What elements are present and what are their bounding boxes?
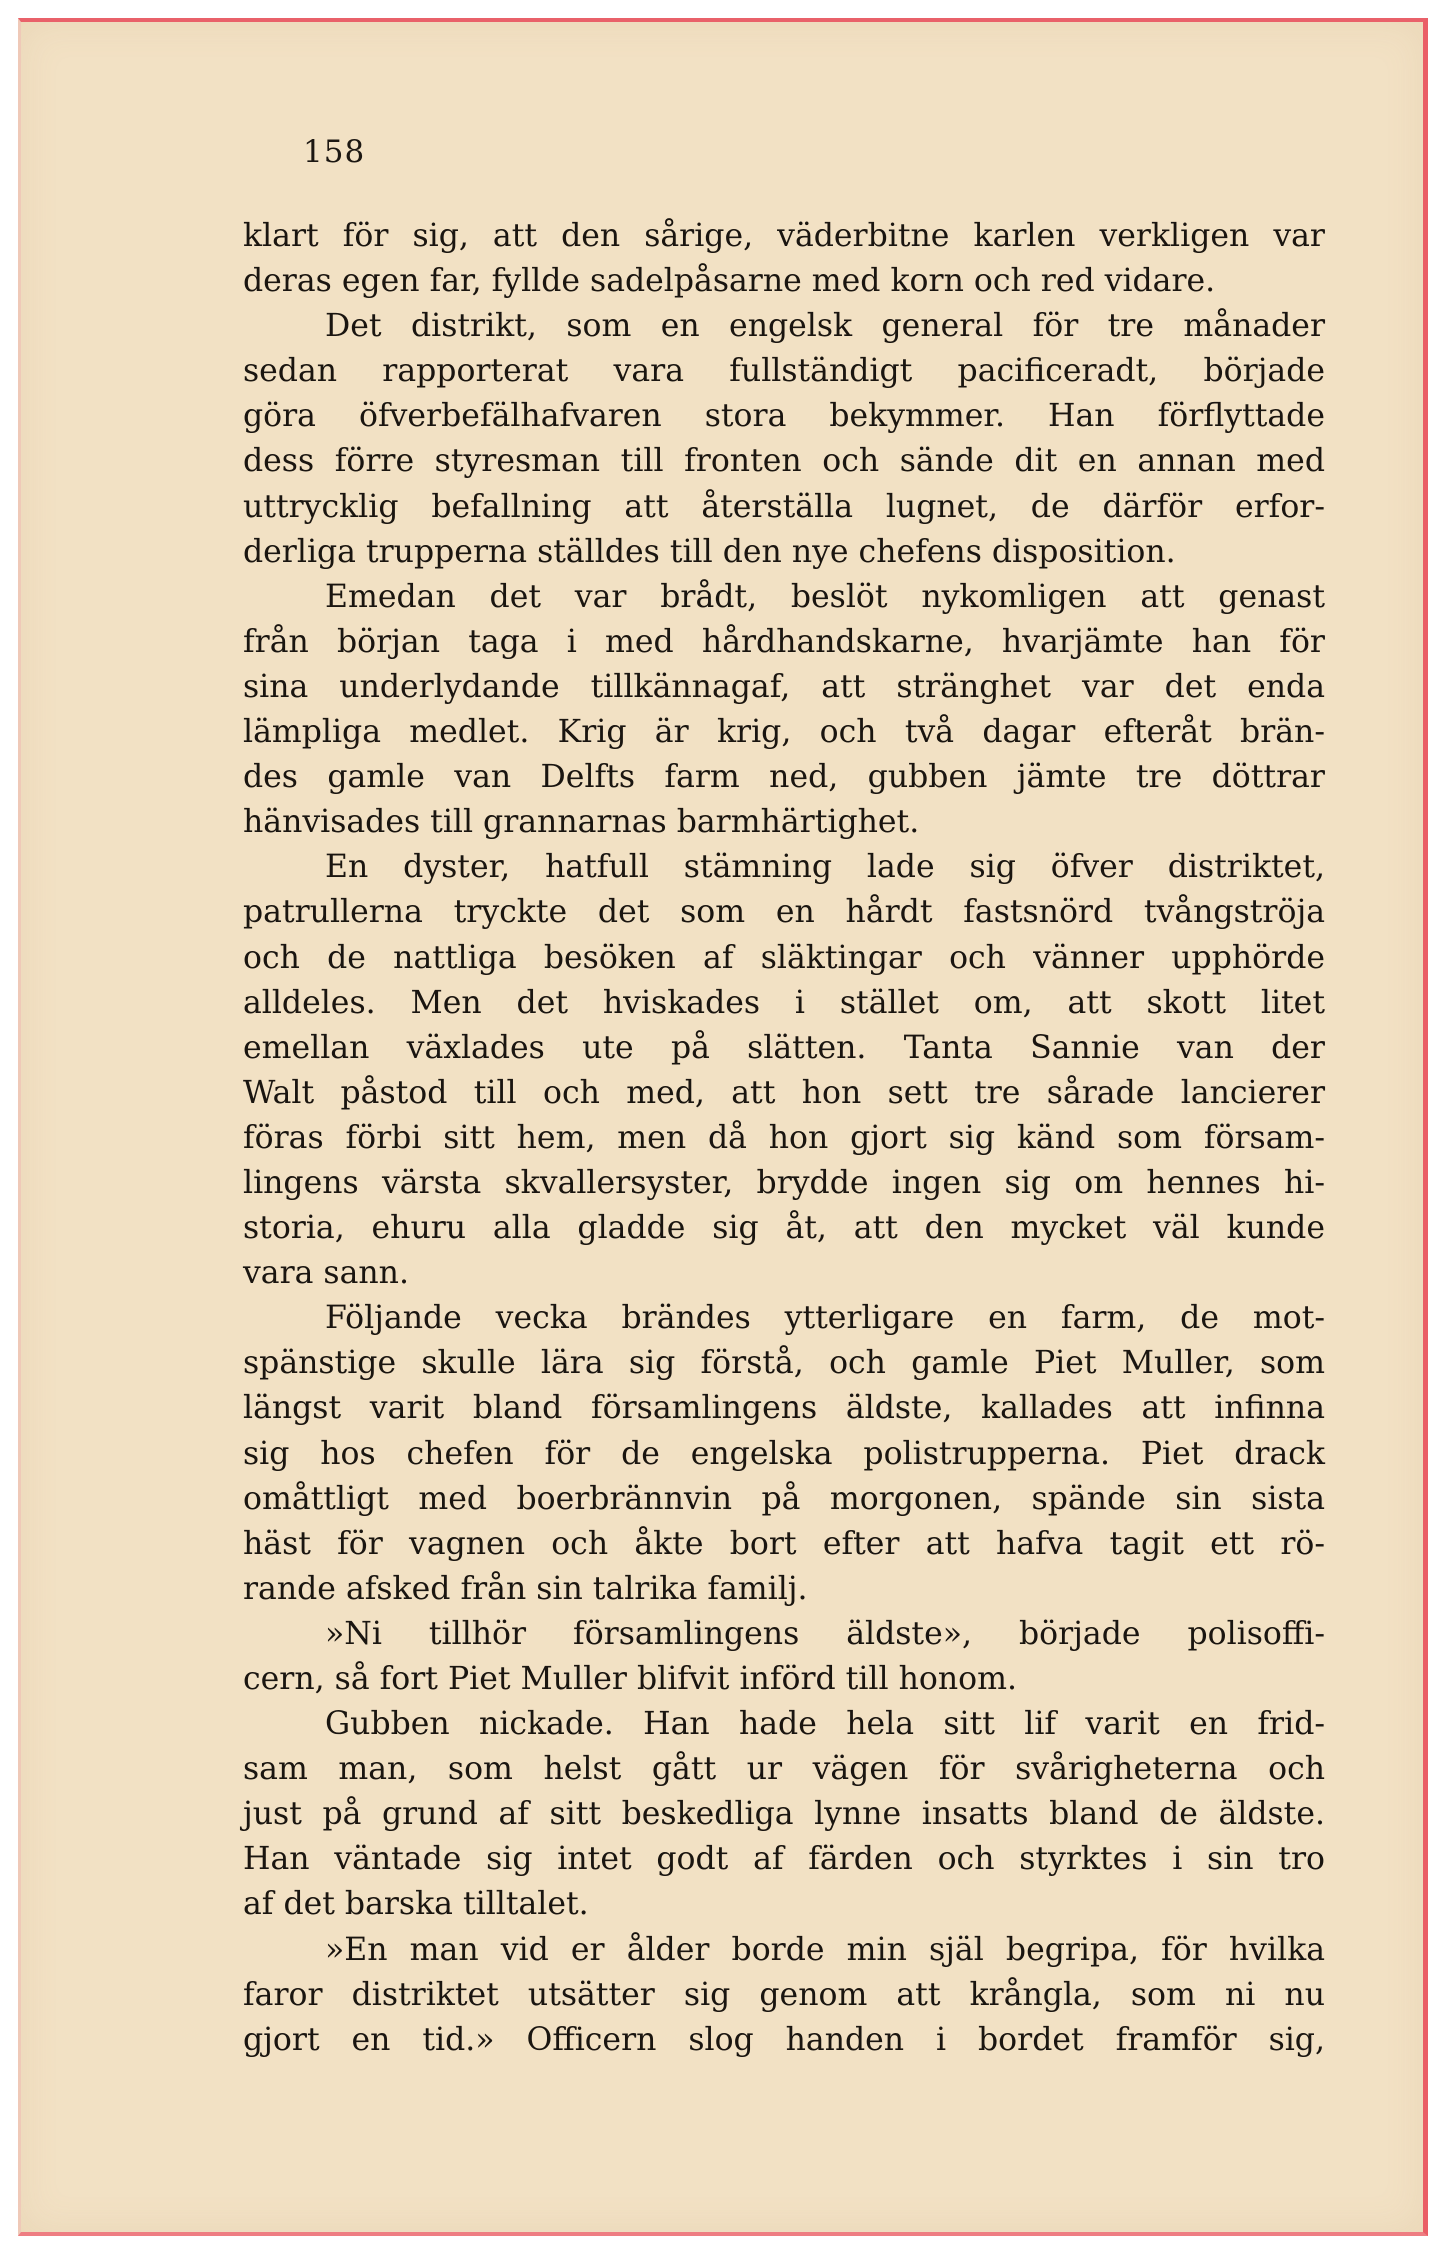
text-line: lingens värsta skvallersyster, brydde ingen sig om hennes hi- bbox=[243, 1164, 1325, 1201]
text-line: från början taga i med hårdhandskarne, hvarjämte han för bbox=[243, 623, 1325, 660]
text-line: deras egen far, fyllde sadelpåsarne med korn och red vidare. bbox=[243, 263, 1216, 300]
text-line: sedan rapporterat vara fullständigt pacificeradt, började bbox=[243, 353, 1325, 390]
text-line: häst för vagnen och åkte bort efter att hafva tagit ett rö- bbox=[243, 1525, 1325, 1562]
text-line: Han väntade sig intet godt af färden och styrktes i sin tro bbox=[243, 1841, 1325, 1878]
text-line: Emedan det var brådt, beslöt nykomligen att genast bbox=[325, 578, 1325, 615]
text-line: göra öfverbefälhafvaren stora bekymmer. Han förflyttade bbox=[243, 398, 1325, 435]
text-line: gjort en tid.» Officern slog handen i bordet framför sig, bbox=[243, 2021, 1325, 2058]
text-line: klart för sig, att den sårige, väderbitne karlen verkligen var bbox=[243, 218, 1325, 254]
text-line: föras förbi sitt hem, men då hon gjort sig känd som försam- bbox=[243, 1119, 1325, 1156]
text-line: Walt påstod till och med, att hon sett tre sårade lancierer bbox=[243, 1074, 1325, 1111]
text-line: af det barska tilltalet. bbox=[243, 1886, 589, 1923]
text-line: spänstige skulle lära sig förstå, och gamle Piet Muller, som bbox=[243, 1345, 1325, 1382]
text-line: patrullerna tryckte det som en hårdt fastsnörd tvångströja bbox=[243, 894, 1325, 931]
text-line: derliga trupperna ställdes till den nye chefens disposition. bbox=[243, 533, 1176, 570]
text-line: lämpliga medlet. Krig är krig, och två dagar efteråt brän- bbox=[243, 714, 1325, 751]
text-line: »En man vid er ålder borde min själ begripa, för hvilka bbox=[325, 1931, 1325, 1968]
text-line: sig hos chefen för de engelska polistrupperna. Piet drack bbox=[243, 1435, 1325, 1472]
page-number: 158 bbox=[303, 134, 366, 170]
text-line: Det distrikt, som en engelsk general för tre månader bbox=[325, 308, 1325, 345]
text-line: emellan växlades ute på slätten. Tanta Sannie van der bbox=[243, 1029, 1325, 1066]
text-line: omåttligt med boerbrännvin på morgonen, spände sin sista bbox=[243, 1480, 1325, 1517]
text-line: längst varit bland församlingens äldste, kallades att infinna bbox=[243, 1390, 1325, 1427]
text-line: just på grund af sitt beskedliga lynne insatts bland de äldste. bbox=[243, 1796, 1325, 1833]
text-line: En dyster, hatfull stämning lade sig öfver distriktet, bbox=[325, 849, 1325, 886]
text-line: sina underlydande tillkännagaf, att stränghet var det enda bbox=[243, 668, 1325, 705]
book-page bbox=[18, 18, 1428, 2236]
text-line: dess förre styresman till fronten och sände dit en annan med bbox=[243, 443, 1325, 480]
text-line: »Ni tillhör församlingens äldste», började polisoffi- bbox=[325, 1615, 1325, 1652]
text-line: faror distriktet utsätter sig genom att krångla, som ni nu bbox=[243, 1976, 1325, 2013]
text-line: rande afsked från sin talrika familj. bbox=[243, 1570, 808, 1607]
text-line: och de nattliga besöken af släktingar och vänner upphörde bbox=[243, 939, 1325, 976]
text-line: des gamle van Delfts farm ned, gubben jämte tre döttrar bbox=[243, 759, 1325, 796]
text-line: Följande vecka brändes ytterligare en farm, de mot- bbox=[325, 1300, 1325, 1337]
text-line: vara sann. bbox=[243, 1255, 409, 1292]
text-line: alldeles. Men det hviskades i stället om, att skott litet bbox=[243, 984, 1325, 1021]
text-line: hänvisades till grannarnas barmhärtighet. bbox=[243, 804, 920, 841]
body-text bbox=[243, 214, 1325, 2063]
text-line: sam man, som helst gått ur vägen för svårigheterna och bbox=[243, 1751, 1325, 1788]
text-line: cern, så fort Piet Muller blifvit införd till honom. bbox=[243, 1661, 1017, 1697]
text-line: Gubben nickade. Han hade hela sitt lif varit en frid- bbox=[325, 1706, 1325, 1743]
text-line: uttrycklig befallning att återställa lugnet, de därför erfor- bbox=[243, 488, 1325, 525]
text-line: storia, ehuru alla gladde sig åt, att den mycket väl kunde bbox=[243, 1210, 1325, 1247]
